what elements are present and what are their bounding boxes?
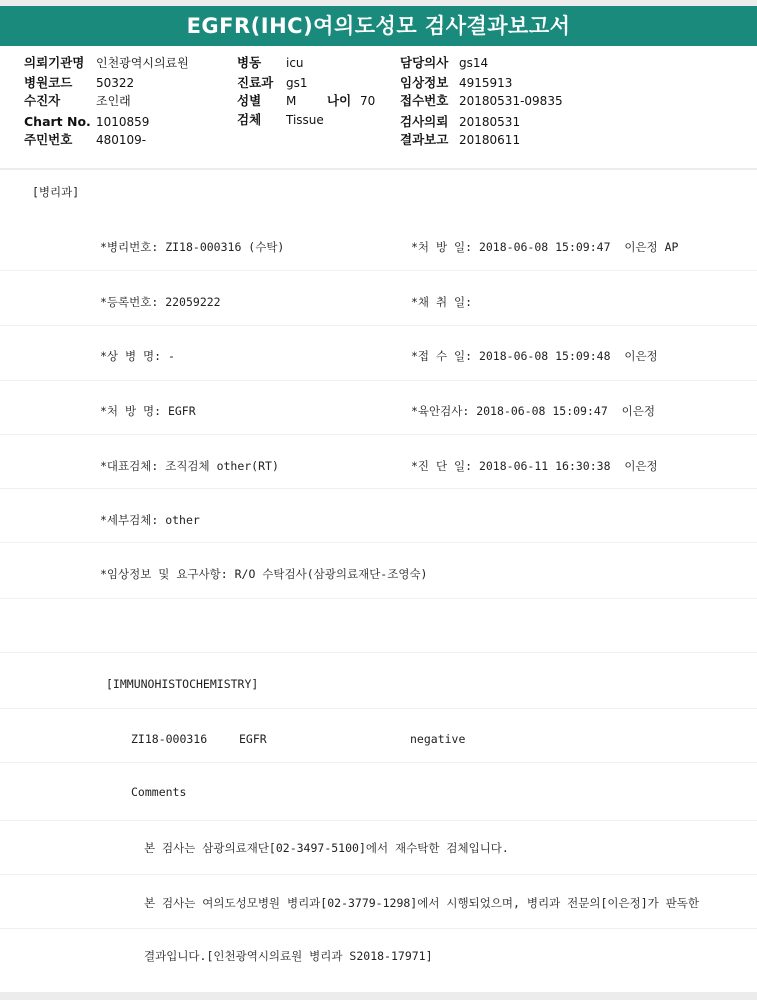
header-label: 진료과	[237, 75, 274, 90]
header-value: 인천광역시의료원	[96, 56, 189, 70]
header-label: 주민번호	[24, 132, 73, 147]
header-value: icu	[286, 56, 304, 70]
pathology-number: *병리번호: ZI18-000316 (수탁)	[100, 240, 285, 254]
header-label: 결과보고	[400, 132, 449, 147]
diagnosis-name: *상 병 명: -	[100, 349, 175, 363]
header-value: 1010859	[96, 115, 150, 129]
header-row-clinical-info	[400, 75, 448, 91]
header-row-age	[327, 93, 351, 109]
header-row-sex	[237, 93, 261, 109]
header-label: 성별	[237, 93, 262, 108]
divider	[0, 542, 757, 543]
detail-specimen: *세부검체: other	[100, 513, 200, 527]
header-row-report-date	[400, 132, 448, 148]
divider	[0, 762, 757, 763]
header-row-physician	[400, 55, 448, 71]
header-label: 병동	[237, 55, 262, 70]
header-value: 70	[360, 94, 376, 108]
header-label: 접수번호	[400, 93, 449, 108]
result-test: EGFR	[239, 732, 267, 746]
header-label: 검체	[237, 112, 262, 127]
collection-date: *채 취 일:	[411, 295, 473, 309]
divider	[0, 928, 757, 929]
comments-label: Comments	[131, 785, 187, 799]
receipt-date: *접 수 일: 2018-06-08 15:09:48 이은정	[411, 349, 658, 363]
clinical-info-request: *임상정보 및 요구사항: R/O 수탁검사(삼광의료재단-조영숙)	[100, 567, 428, 581]
divider	[0, 820, 757, 821]
divider	[0, 380, 757, 381]
header-row-department	[237, 75, 273, 91]
header-row-patient	[24, 93, 60, 109]
header-value: gs1	[286, 76, 308, 90]
header-row-request-date	[400, 114, 448, 130]
header-row-accession-no	[400, 93, 448, 109]
department-heading: [병리과]	[32, 185, 80, 199]
header-value: 조인래	[96, 94, 131, 108]
header-label: 담당의사	[400, 55, 449, 70]
order-date: *처 방 일: 2018-06-08 15:09:47 이은정 AP	[411, 240, 679, 254]
header-label: Chart No.	[24, 114, 91, 129]
header-value: 4915913	[459, 76, 513, 90]
header-value: 20180531	[459, 115, 521, 129]
header-label: 나이	[327, 93, 352, 108]
header-label: 의뢰기관명	[24, 55, 85, 70]
divider	[0, 874, 757, 875]
divider	[0, 708, 757, 709]
header-value: 480109-	[96, 133, 147, 147]
header-label: 검사의뢰	[400, 114, 449, 129]
representative-specimen: *대표검체: 조직검체 other(RT)	[100, 459, 279, 473]
header-label: 임상정보	[400, 75, 449, 90]
result-id: ZI18-000316	[131, 732, 208, 746]
divider	[0, 325, 757, 326]
header-row-specimen	[237, 112, 261, 128]
header-label: 병원코드	[24, 75, 73, 90]
header-row-resident-no	[24, 132, 72, 148]
header-value: Tissue	[286, 113, 324, 127]
patient-header	[0, 46, 757, 168]
diagnosis-date: *진 단 일: 2018-06-11 16:30:38 이은정	[411, 459, 658, 473]
divider	[0, 652, 757, 653]
header-row-hospital-code	[24, 75, 72, 91]
report-title: EGFR(IHC)여의도성모 검사결과보고서	[0, 6, 757, 46]
header-value: 50322	[96, 76, 135, 90]
header-value: M	[286, 94, 297, 108]
gross-exam-date: *육안검사: 2018-06-08 15:09:47 이은정	[411, 404, 655, 418]
comment-line: 본 검사는 여의도성모병원 병리과[02-3779-1298]에서 시행되었으며, 병리과 전문의[이은정]가 판독한	[144, 896, 699, 910]
divider	[0, 434, 757, 435]
comment-line: 본 검사는 삼광의료재단[02-3497-5100]에서 재수탁한 검체입니다.	[144, 841, 509, 855]
header-row-ward	[237, 55, 261, 71]
comment-line: 결과입니다.[인천광역시의료원 병리과 S2018-17971]	[144, 949, 433, 963]
pathology-report	[0, 170, 757, 992]
header-value: 20180611	[459, 133, 521, 147]
header-value: gs14	[459, 56, 489, 70]
divider	[0, 270, 757, 271]
ihc-section-heading: [IMMUNOHISTOCHEMISTRY]	[106, 677, 259, 691]
header-label: 수진자	[24, 93, 61, 108]
order-name: *처 방 명: EGFR	[100, 404, 196, 418]
header-value: 20180531-09835	[459, 94, 563, 108]
registration-number: *등록번호: 22059222	[100, 295, 221, 309]
divider	[0, 488, 757, 489]
divider	[0, 598, 757, 599]
result-value: negative	[410, 732, 466, 746]
header-row-institution	[24, 55, 84, 71]
header-row-chart-no	[24, 114, 91, 130]
